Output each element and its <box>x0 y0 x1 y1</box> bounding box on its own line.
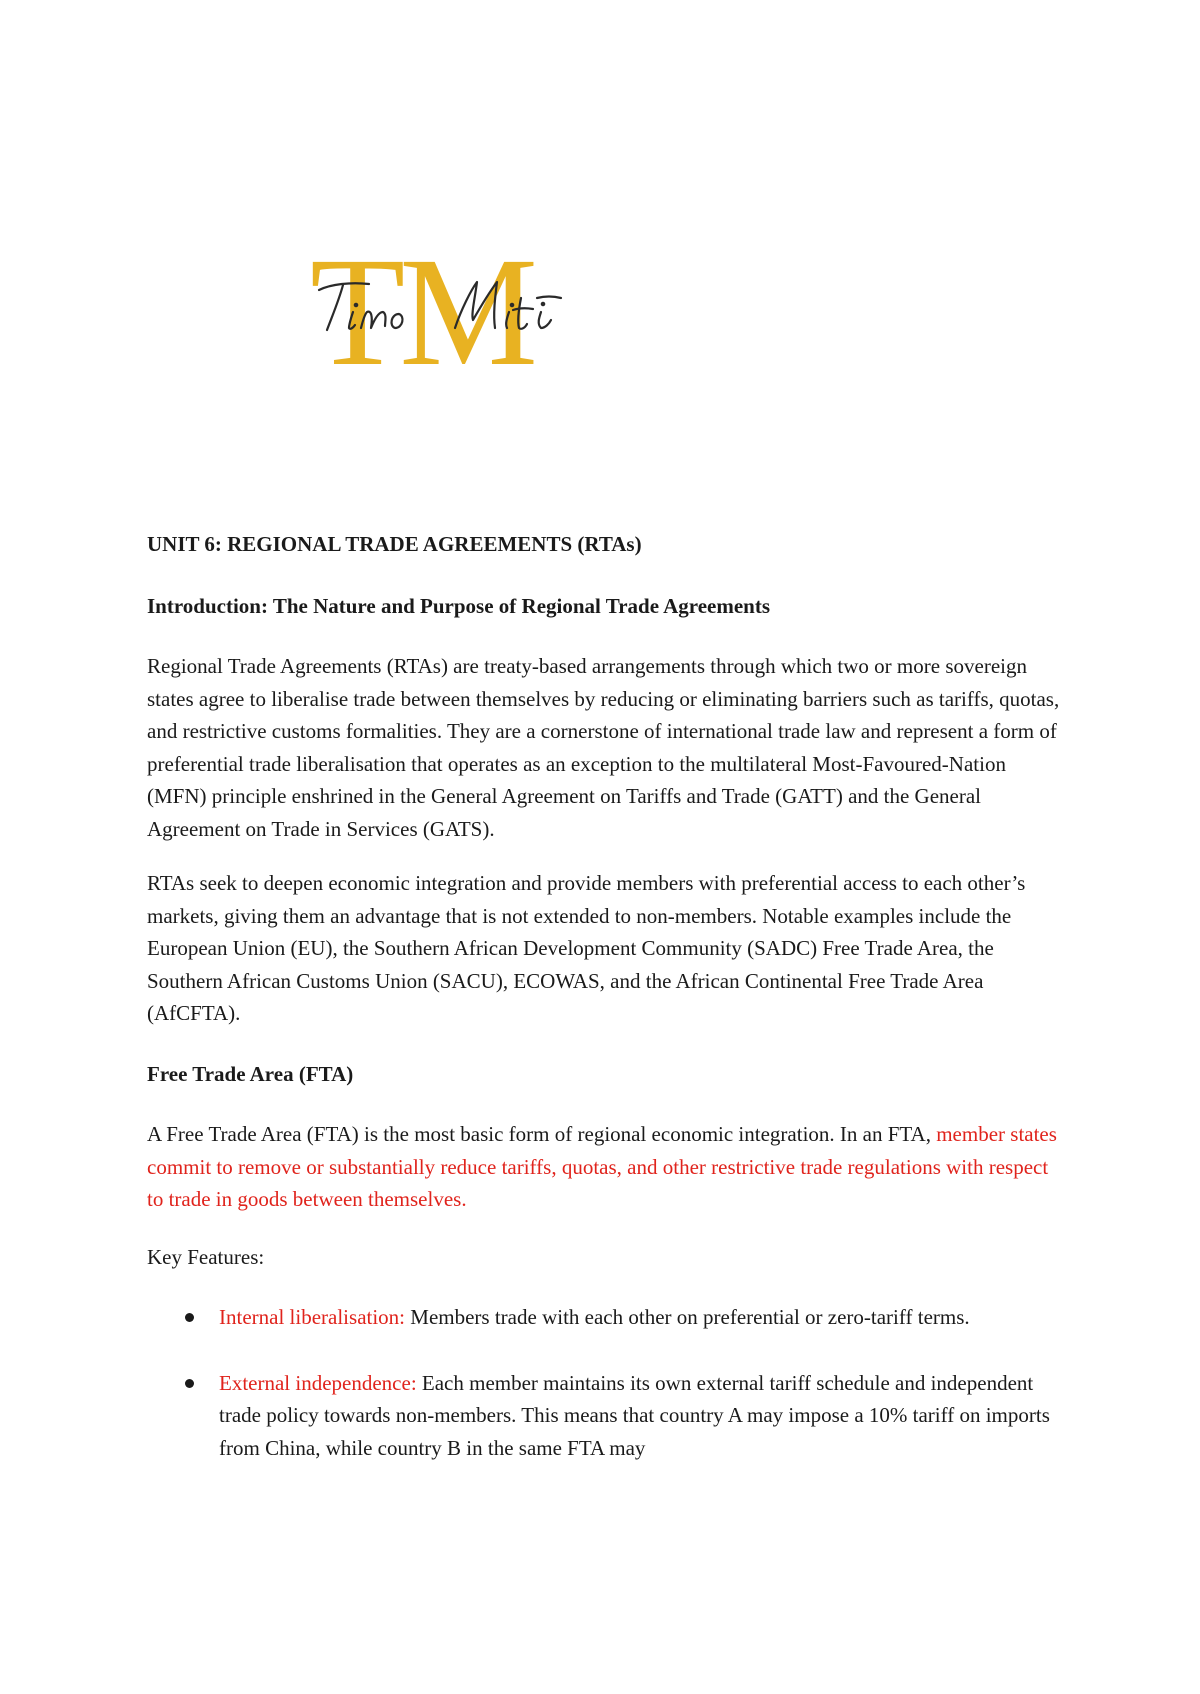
logo <box>305 238 595 383</box>
bullet-icon <box>185 1313 194 1322</box>
svg-text:TM: TM <box>310 238 532 383</box>
unit-title: UNIT 6: REGIONAL TRADE AGREEMENTS (RTAs) <box>147 532 642 556</box>
intro-heading: Introduction: The Nature and Purpose of Regional Trade Agreements <box>147 593 771 618</box>
key-features-list <box>147 1301 1067 1464</box>
feature-text: Each member maintains its own external tariff schedule and independent trade policy towards non-members. This means that country A may impose a 10% tariff on imports from China, while country B in the same FTA may <box>219 1370 1050 1460</box>
fta-paragraph-highlight: member states commit to remove or substantially reduce tariffs, quotas, and other restrictive trade regulations with respect to trade in goods between themselves. <box>147 1122 1057 1211</box>
feature-term: External independence: <box>219 1370 417 1395</box>
list-item <box>147 1367 1067 1465</box>
feature-term: Internal liberalisation: <box>219 1305 406 1329</box>
list-item <box>147 1301 1067 1334</box>
fta-paragraph-plain: A Free Trade Area (FTA) is the most basic form of regional economic integration. In an FTA, <box>147 1122 937 1146</box>
fta-heading: Free Trade Area (FTA) <box>147 1061 354 1086</box>
feature-text: Members trade with each other on preferential or zero-tariff terms. <box>405 1305 970 1329</box>
intro-paragraph-1: Regional Trade Agreements (RTAs) are treaty-based arrangements through which two or more sovereign states agree to liberalise trade between themselves by reducing or eliminating barriers such as tariffs, quotas, and restrictive customs formalities. They are a cornerstone of international trade law and represent a form of preferential trade liberalisation that operates as an exception to the multilateral Most-Favoured-Nation (MFN) principle enshrined in the General Agreement on Tariffs and Trade (GATT) and the General Agreement on Trade in Services (GATS). <box>147 654 1060 841</box>
fta-paragraph <box>147 1118 1067 1216</box>
bullet-icon <box>185 1379 194 1388</box>
document-body <box>147 528 1067 1464</box>
tino-miti-logo-icon <box>305 238 595 383</box>
key-features-label: Key Features: <box>147 1244 265 1269</box>
intro-paragraph-2: RTAs seek to deepen economic integration and provide members with preferential access to each other’s markets, giving them an advantage that is not extended to non-members. Notable examples include the European Union (EU), the Southern African Development Community (SADC) Free Trade Area, the Southern African Customs Union (SACU), ECOWAS, and the African Continental Free Trade Area (AfCFTA). <box>147 871 1026 1025</box>
